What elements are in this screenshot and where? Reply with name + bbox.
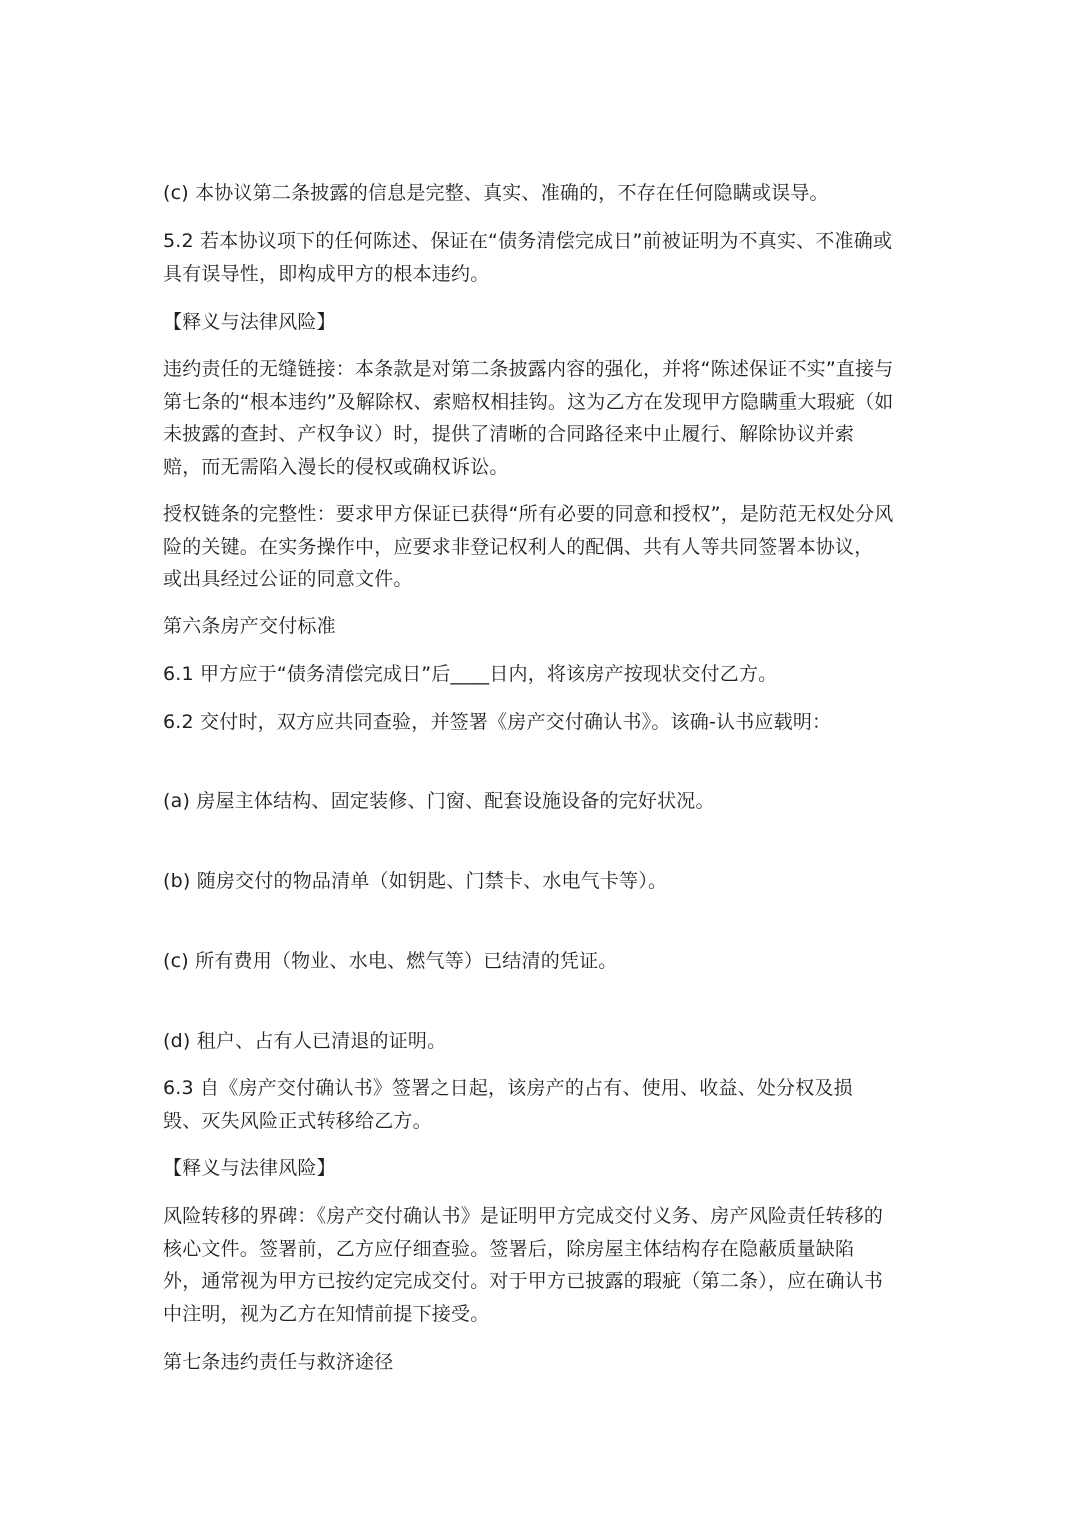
clause-6-2 bbox=[163, 706, 923, 739]
text-line: 第七条的“根本违约”及解除权、索赔权相挂钩。这为乙方在发现甲方隐瞒重大瑕疵（如 bbox=[163, 390, 894, 413]
text-line: (a) 房屋主体结构、固定装修、门窗、配套设施设备的完好状况。 bbox=[163, 790, 715, 812]
text-line: 中注明，视为乙方在知情前提下接受。 bbox=[163, 1302, 490, 1325]
text-line: 违约责任的无缝链接：本条款是对第二条披露内容的强化，并将“陈述保证不实”直接与 bbox=[163, 358, 894, 380]
clause-6-3 bbox=[163, 1072, 923, 1137]
clause-6-2-c bbox=[163, 945, 923, 978]
text-line: 风险转移的界碑：《房产交付确认书》是证明甲方完成交付义务、房产风险责任转移的 bbox=[163, 1205, 884, 1227]
clause-5-1-c bbox=[163, 177, 923, 210]
note-breach-linkage bbox=[163, 353, 923, 483]
text-line: 授权链条的完整性：要求甲方保证已获得“所有必要的同意和授权”，是防范无权处分风 bbox=[163, 503, 894, 525]
text-line: 险的关键。在实务操作中，应要求非登记权利人的配偶、共有人等共同签署本协议， bbox=[163, 535, 874, 558]
text-line: 第七条违约责任与救济途径 bbox=[163, 1351, 394, 1373]
text-line: 5.2 若本协议项下的任何陈述、保证在“债务清偿完成日”前被证明为不真实、不准确或 bbox=[163, 230, 893, 252]
clause-5-2 bbox=[163, 225, 923, 290]
text-line: 外，通常视为甲方已按约定完成交付。对于甲方已披露的瑕疵（第二条），应在确认书 bbox=[163, 1270, 884, 1292]
text-line: 未披露的查封、产权争议）时，提供了清晰的合同路径来中止履行、解除协议并索 bbox=[163, 423, 855, 445]
clause-6-1 bbox=[163, 658, 923, 691]
section-heading-interpretation-2 bbox=[163, 1152, 923, 1185]
text-line: 第六条房产交付标准 bbox=[163, 615, 336, 637]
text-line: 6.2 交付时，双方应共同查验，并签署《房产交付确认书》。该确-认书应载明： bbox=[163, 711, 832, 733]
text-line: 【释义与法律风险】 bbox=[163, 1157, 336, 1179]
text-line: (d) 租户、占有人已清退的证明。 bbox=[163, 1030, 447, 1052]
text-line: 6.1 甲方应于“债务清偿完成日”后____日内，将该房产按现状交付乙方。 bbox=[163, 663, 778, 685]
text-line: (b) 随房交付的物品清单（如钥匙、门禁卡、水电气卡等）。 bbox=[163, 870, 668, 892]
clause-6-2-d bbox=[163, 1025, 923, 1058]
text-line: 核心文件。签署前，乙方应仔细查验。签署后，除房屋主体结构存在隐蔽质量缺陷 bbox=[163, 1237, 855, 1260]
text-line: 或出具经过公证的同意文件。 bbox=[163, 568, 413, 590]
text-line: 赔，而无需陷入漫长的侵权或确权诉讼。 bbox=[163, 455, 509, 478]
text-line: 具有误导性，即构成甲方的根本违约。 bbox=[163, 262, 490, 285]
clause-6-2-a bbox=[163, 785, 923, 818]
section-heading-interpretation bbox=[163, 306, 923, 339]
text-line: (c) 本协议第二条披露的信息是完整、真实、准确的，不存在任何隐瞒或误导。 bbox=[163, 182, 829, 204]
text-line: 【释义与法律风险】 bbox=[163, 311, 336, 333]
text-line: 6.3 自《房产交付确认书》签署之日起，该房产的占有、使用、收益、处分权及损 bbox=[163, 1077, 853, 1099]
article-6-heading bbox=[163, 610, 923, 643]
article-7-heading bbox=[163, 1346, 923, 1379]
note-risk-transfer bbox=[163, 1200, 923, 1330]
text-line: 毁、灭失风险正式转移给乙方。 bbox=[163, 1109, 432, 1132]
clause-6-2-b bbox=[163, 865, 923, 898]
text-line: (c) 所有费用（物业、水电、燃气等）已结清的凭证。 bbox=[163, 950, 618, 972]
note-authorization-chain bbox=[163, 498, 923, 596]
